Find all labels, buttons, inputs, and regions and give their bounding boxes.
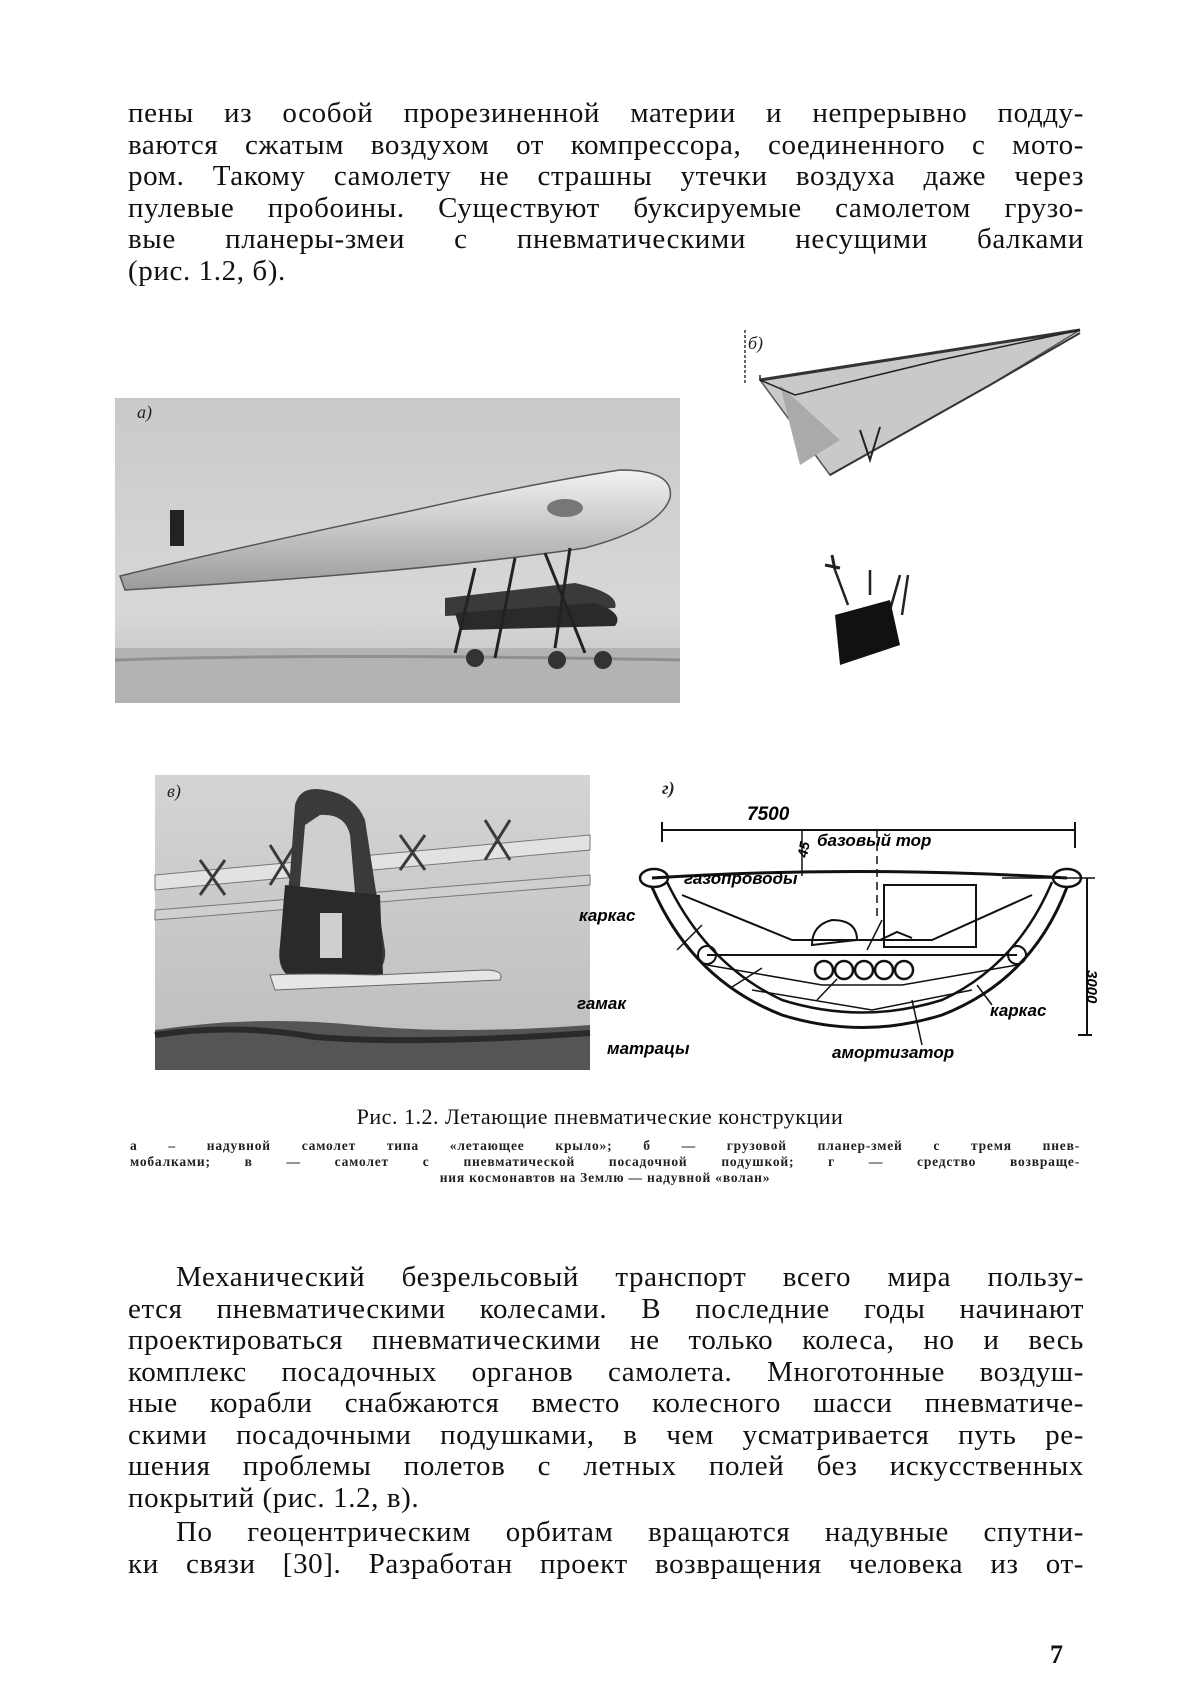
hammock-label: гамак (577, 994, 626, 1013)
dimension-small-label: 45 (794, 840, 813, 859)
text-line: пены из особой прорезиненной материи и непрерывно подду- (128, 97, 1084, 129)
inflatable-shuttlecock-diagram (577, 790, 1100, 1075)
text-line: (рис. 1.2, б). (128, 254, 286, 287)
text-line: шения проблемы полетов с летных полей без искусственных (128, 1450, 1084, 1482)
panel-b-label: б) (748, 333, 764, 353)
page-number: 7 (1050, 1640, 1063, 1669)
mattresses-label: матрацы (607, 1039, 690, 1058)
dimension-height-label: 3000 (1083, 970, 1100, 1004)
figure-panel-b-photo (740, 325, 1090, 700)
frame-right-label: каркас (990, 1001, 1047, 1020)
figure-panel-a-photo (115, 398, 680, 703)
caption-line: ния космонавтов на Землю — надувной «волан» (439, 1170, 771, 1185)
shock-absorber-label: амортизатор (832, 1043, 955, 1062)
text-line: вые планеры-змеи с пневматическими несущими балками (128, 223, 1084, 255)
figure-panel-g-diagram (577, 778, 1100, 1075)
base-torus-label: базовый тор (817, 831, 932, 850)
gas-lines-label: газопроводы (684, 869, 798, 888)
panel-a-label: а) (137, 402, 152, 422)
aircraft-air-cushion-image (155, 775, 590, 1070)
text-line: ром. Такому самолету не страшны утечки воздуха даже через (128, 160, 1084, 192)
dimension-width-label: 7500 (747, 804, 790, 825)
text-line: Механический безрельсовый транспорт всего мира пользу- (176, 1261, 1084, 1293)
text-line: ется пневматическими колесами. В последние годы начинают (128, 1292, 1084, 1325)
top-paragraph (128, 98, 1084, 287)
body-paragraph-1 (128, 1262, 1084, 1514)
panel-v-label: в) (167, 781, 181, 801)
panel-g-label: г) (662, 778, 675, 798)
text-line: покрытий (рис. 1.2, в). (128, 1481, 420, 1514)
text-line: скими посадочными подушками, в чем усматривается путь ре- (128, 1418, 1084, 1451)
text-line: проектироваться пневматическими не только колеса, но и весь (128, 1324, 1084, 1356)
text-line: ваются сжатым воздухом от компрессора, соединенного с мото- (128, 128, 1084, 161)
figure-panel-v-photo (155, 775, 590, 1070)
caption-line: мобалками; в — самолет с пневматической посадочной подушкой; г — средство возвраще- (130, 1154, 1080, 1169)
flying-wing-aircraft-image (115, 398, 680, 703)
body-paragraph-2 (128, 1517, 1084, 1580)
figure-caption-text (130, 1138, 1080, 1186)
frame-left-label: каркас (579, 906, 636, 925)
text-line: пулевые пробоины. Существуют буксируемые самолетом грузо- (128, 191, 1084, 224)
caption-line: а – надувной самолет типа «летающее крыло»; б — грузовой планер-змей с тремя пнев- (130, 1138, 1080, 1153)
text-line: ные корабли снабжаются вместо колесного шасси пневматиче- (128, 1387, 1084, 1419)
cargo-glider-kite-image (740, 325, 1090, 700)
figure-caption-title: Рис. 1.2. Летающие пневматические конструкции (356, 1104, 844, 1129)
text-line: комплекс посадочных органов самолета. Многотонные воздуш- (128, 1355, 1084, 1388)
text-line: По геоцентрическим орбитам вращаются надувные спутни- (176, 1516, 1084, 1548)
text-line: ки связи [30]. Разработан проект возвращения человека из от- (128, 1547, 1084, 1580)
